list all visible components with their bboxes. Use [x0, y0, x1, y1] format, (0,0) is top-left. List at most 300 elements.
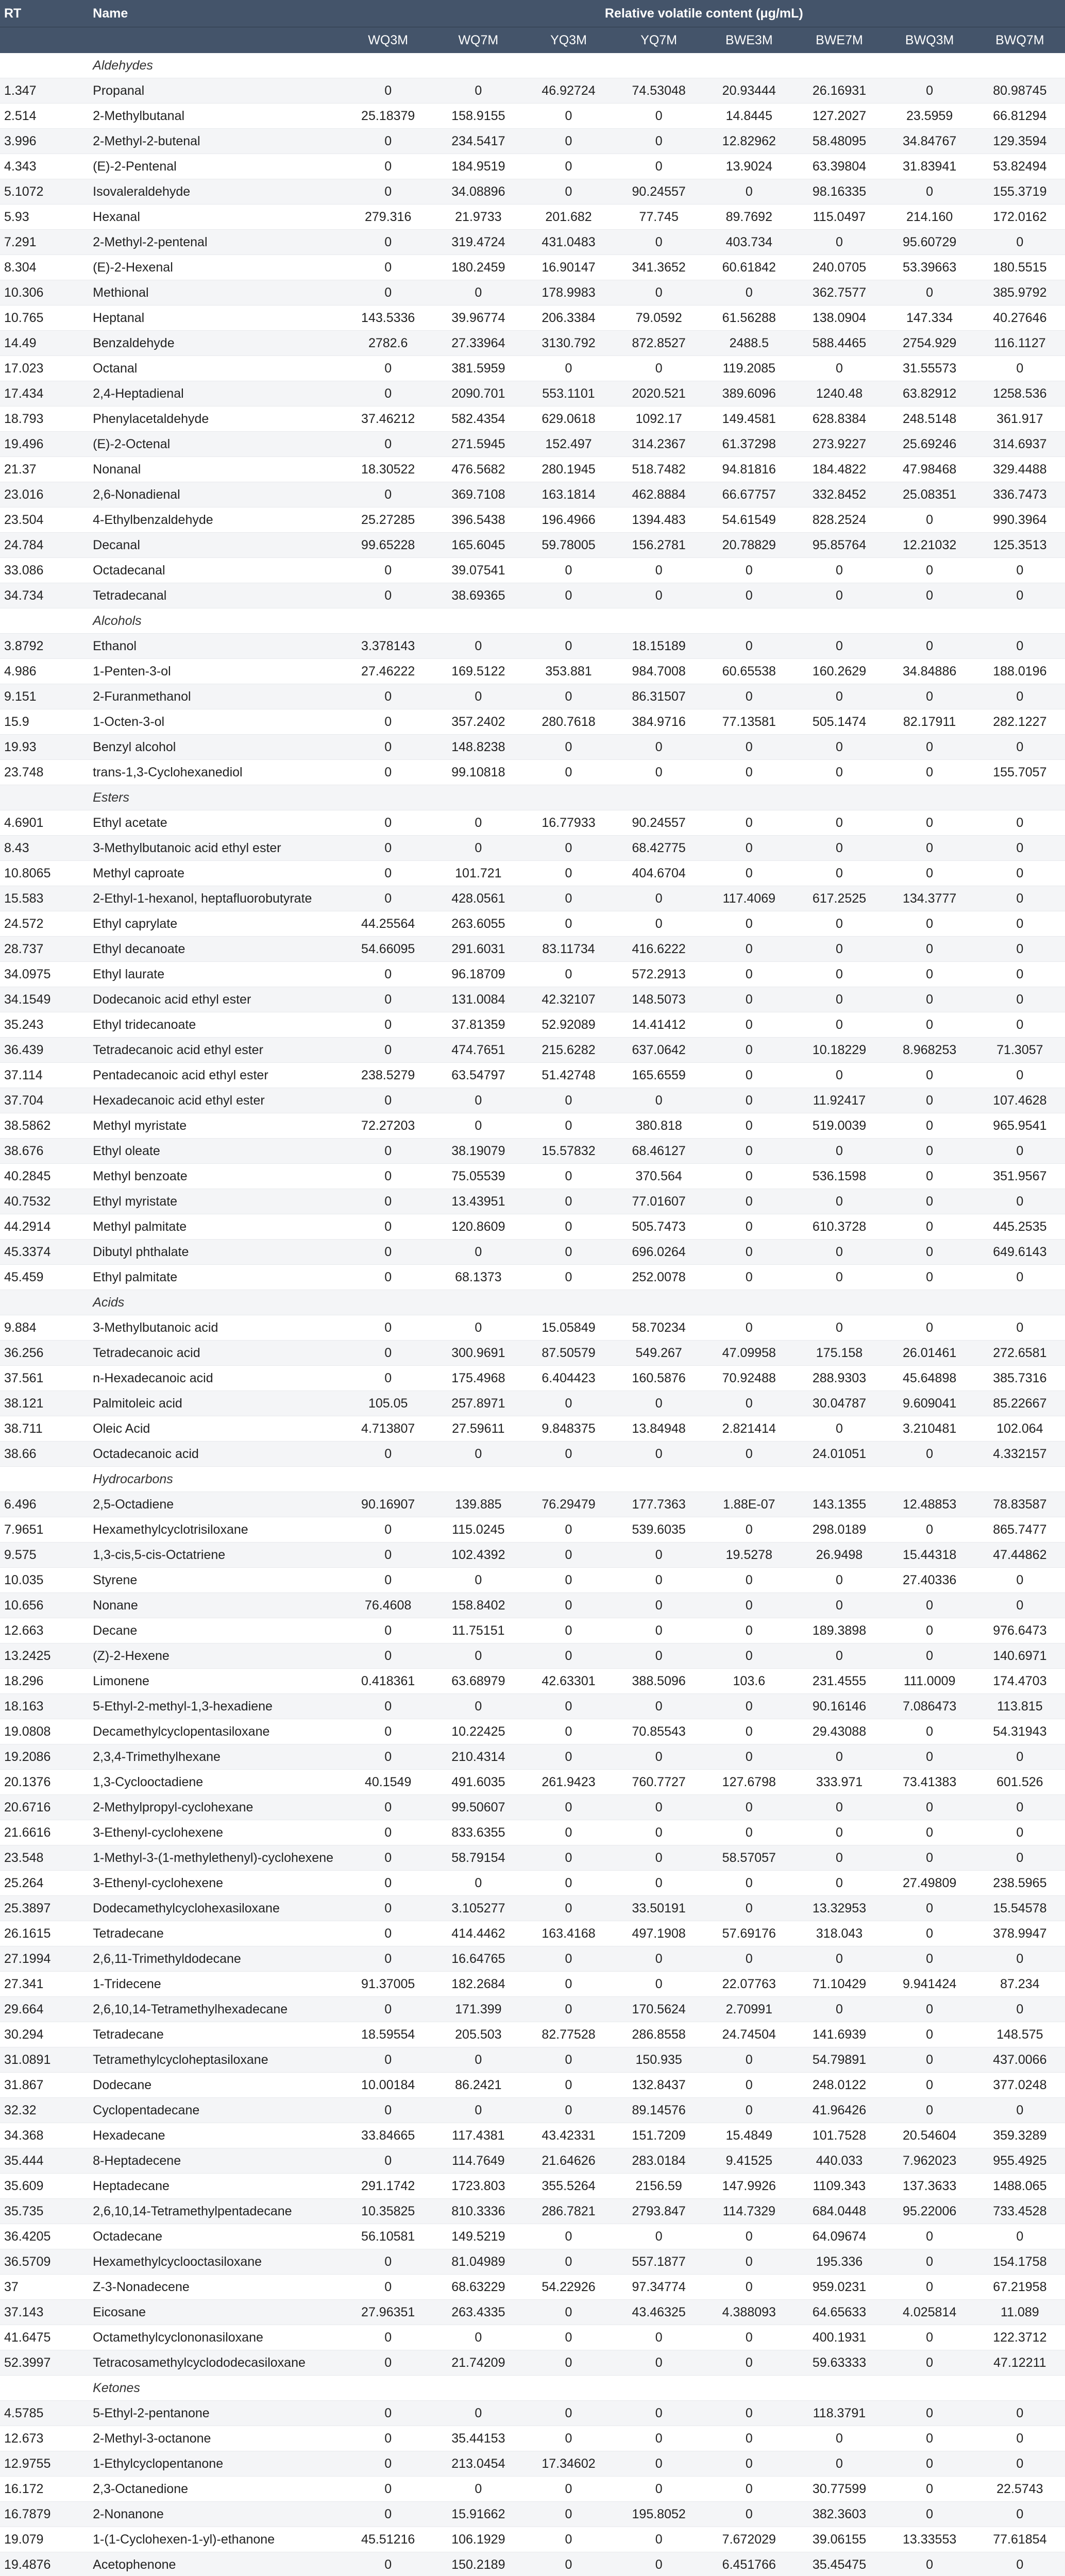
value-cell: 0 [343, 684, 433, 709]
table-row [0, 230, 1065, 255]
value-cell: 0 [343, 1189, 433, 1214]
value-cell: 152.497 [523, 432, 614, 457]
compound-name-cell: Tetradecanoic acid [89, 1341, 343, 1366]
compound-name-cell: Dibutyl phthalate [89, 1240, 343, 1265]
compound-name-cell: 2,6,10,14-Tetramethylhexadecane [89, 1997, 343, 2022]
value-cell: 0 [614, 1391, 704, 1416]
table-row [0, 2148, 1065, 2174]
category-label: Alcohols [89, 608, 1065, 634]
compound-name-cell: 1,3-Cyclooctadiene [89, 1770, 343, 1795]
value-cell: 63.82912 [885, 381, 975, 406]
table-row [0, 1164, 1065, 1189]
value-cell: 25.08351 [885, 482, 975, 507]
value-cell: 0 [704, 2325, 794, 2350]
value-cell: 13.33553 [885, 2527, 975, 2552]
value-cell: 240.0705 [794, 255, 884, 280]
value-cell: 0 [885, 1593, 975, 1618]
value-cell: 0 [343, 2426, 433, 2451]
value-cell: 2488.5 [704, 331, 794, 356]
value-cell: 0 [975, 2502, 1065, 2527]
value-cell: 34.08896 [433, 179, 523, 205]
value-cell: 0 [523, 1442, 614, 1467]
value-cell: 0 [614, 1442, 704, 1467]
value-cell: 0 [704, 1618, 794, 1643]
value-cell: 273.9227 [794, 432, 884, 457]
value-cell: 82.77528 [523, 2022, 614, 2047]
value-cell: 0 [704, 2047, 794, 2073]
rt-cell: 25.264 [0, 1871, 89, 1896]
value-cell: 91.37005 [343, 1972, 433, 1997]
value-cell: 10.22425 [433, 1719, 523, 1744]
value-cell: 0 [704, 2098, 794, 2123]
compound-name-cell: 2,6,11-Trimethyldodecane [89, 1946, 343, 1972]
value-cell: 649.6143 [975, 1240, 1065, 1265]
value-cell: 0 [523, 1214, 614, 1240]
rt-cell: 38.121 [0, 1391, 89, 1416]
value-cell: 0 [523, 356, 614, 381]
value-cell: 0 [343, 129, 433, 154]
compound-name-cell: Decamethylcyclopentasiloxane [89, 1719, 343, 1744]
value-cell: 0 [614, 280, 704, 306]
value-cell: 201.682 [523, 205, 614, 230]
value-cell: 0 [523, 179, 614, 205]
rt-cell: 33.086 [0, 558, 89, 583]
rt-cell: 17.434 [0, 381, 89, 406]
value-cell: 0 [343, 1694, 433, 1719]
category-row [0, 1290, 1065, 1315]
column-header: BWE3M [704, 27, 794, 54]
rt-cell: 12.673 [0, 2426, 89, 2451]
compound-name-cell: Oleic Acid [89, 1416, 343, 1442]
value-cell: 637.0642 [614, 1038, 704, 1063]
value-cell: 27.49809 [885, 1871, 975, 1896]
compound-name-cell: 1-Penten-3-ol [89, 659, 343, 684]
value-cell: 0 [614, 1946, 704, 1972]
value-cell: 0 [614, 1088, 704, 1113]
value-cell: 0 [975, 962, 1065, 987]
value-cell: 0 [885, 684, 975, 709]
value-cell: 127.2027 [794, 104, 884, 129]
value-cell: 214.160 [885, 205, 975, 230]
value-cell: 0 [704, 962, 794, 987]
value-cell: 7.962023 [885, 2148, 975, 2174]
table-row [0, 558, 1065, 583]
value-cell: 215.6282 [523, 1038, 614, 1063]
value-cell: 131.0084 [433, 987, 523, 1012]
value-cell: 60.61842 [704, 255, 794, 280]
table-row [0, 1063, 1065, 1088]
rt-cell: 23.748 [0, 760, 89, 785]
compound-name-cell: (E)-2-Octenal [89, 432, 343, 457]
value-cell: 0 [523, 583, 614, 608]
value-cell: 58.57057 [704, 1845, 794, 1871]
rt-cell: 7.291 [0, 230, 89, 255]
category-label: Aldehydes [89, 53, 1065, 78]
value-cell: 0 [975, 684, 1065, 709]
rt-cell: 45.459 [0, 1265, 89, 1290]
compound-name-cell: Nonanal [89, 457, 343, 482]
value-cell: 0 [975, 1795, 1065, 1820]
value-cell: 518.7482 [614, 457, 704, 482]
rt-cell: 27.1994 [0, 1946, 89, 1972]
compound-name-cell: Dodecane [89, 2073, 343, 2098]
value-cell: 0 [885, 2477, 975, 2502]
value-cell: 0 [975, 1744, 1065, 1770]
value-cell: 0 [794, 684, 884, 709]
value-cell: 61.37298 [704, 432, 794, 457]
value-cell: 0 [704, 911, 794, 937]
value-cell: 0 [523, 886, 614, 911]
value-cell: 0 [975, 1997, 1065, 2022]
value-cell: 45.64898 [885, 1366, 975, 1391]
value-cell: 54.66095 [343, 937, 433, 962]
value-cell: 140.6971 [975, 1643, 1065, 1669]
value-cell: 0 [794, 1795, 884, 1820]
value-cell: 0 [975, 230, 1065, 255]
value-cell: 70.92488 [704, 1366, 794, 1391]
value-cell: 0 [975, 861, 1065, 886]
value-cell: 106.1929 [433, 2527, 523, 2552]
value-cell: 94.81816 [704, 457, 794, 482]
value-cell: 474.7651 [433, 1038, 523, 1063]
value-cell: 184.9519 [433, 154, 523, 179]
compound-name-cell: Tetradecane [89, 2022, 343, 2047]
value-cell: 760.7727 [614, 1770, 704, 1795]
value-cell: 0 [794, 1416, 884, 1442]
value-cell: 90.16146 [794, 1694, 884, 1719]
value-cell: 329.4488 [975, 457, 1065, 482]
value-cell: 361.917 [975, 406, 1065, 432]
value-cell: 0 [523, 836, 614, 861]
value-cell: 0 [704, 836, 794, 861]
value-cell: 0 [975, 2552, 1065, 2576]
value-cell: 0 [433, 1315, 523, 1341]
value-cell: 9.41525 [704, 2148, 794, 2174]
column-header: BWE7M [794, 27, 884, 54]
value-cell: 279.316 [343, 205, 433, 230]
value-cell: 74.53048 [614, 78, 704, 104]
value-cell: 0 [794, 230, 884, 255]
value-cell: 0 [343, 2552, 433, 2576]
value-cell: 0 [614, 1795, 704, 1820]
value-cell: 271.5945 [433, 432, 523, 457]
rt-cell: 30.294 [0, 2022, 89, 2047]
value-cell: 0 [885, 836, 975, 861]
value-cell: 431.0483 [523, 230, 614, 255]
value-cell: 13.84948 [614, 1416, 704, 1442]
value-cell: 0 [794, 1997, 884, 2022]
value-cell: 0 [523, 735, 614, 760]
compound-name-cell: Cyclopentadecane [89, 2098, 343, 2123]
value-cell: 9.609041 [885, 1391, 975, 1416]
rt-cell: 20.6716 [0, 1795, 89, 1820]
value-cell: 0 [704, 2249, 794, 2275]
value-cell: 0 [614, 1820, 704, 1845]
value-cell: 160.2629 [794, 659, 884, 684]
value-cell: 0 [885, 1820, 975, 1845]
value-cell: 0 [343, 1139, 433, 1164]
table-row [0, 684, 1065, 709]
value-cell: 357.2402 [433, 709, 523, 735]
value-cell: 0 [614, 2451, 704, 2477]
value-cell: 42.63301 [523, 1669, 614, 1694]
value-cell: 0 [343, 1871, 433, 1896]
rt-cell: 4.5785 [0, 2401, 89, 2426]
value-cell: 0 [523, 684, 614, 709]
value-cell: 27.96351 [343, 2300, 433, 2325]
table-row [0, 1593, 1065, 1618]
value-cell: 380.818 [614, 1113, 704, 1139]
value-cell: 0 [614, 735, 704, 760]
value-cell: 22.07763 [704, 1972, 794, 1997]
value-cell: 955.4925 [975, 2148, 1065, 2174]
compound-name-cell: Tetramethylcycloheptasiloxane [89, 2047, 343, 2073]
value-cell: 0 [614, 2552, 704, 2576]
value-cell: 2020.521 [614, 381, 704, 406]
value-cell: 0 [704, 1038, 794, 1063]
value-cell: 0 [704, 1719, 794, 1744]
value-cell: 0 [885, 735, 975, 760]
value-cell: 0 [523, 1997, 614, 2022]
compound-name-cell: 2-Methyl-2-butenal [89, 129, 343, 154]
compound-name-cell: 1-Ethylcyclopentanone [89, 2451, 343, 2477]
table-row [0, 1795, 1065, 1820]
value-cell: 101.721 [433, 861, 523, 886]
value-cell: 0 [885, 1795, 975, 1820]
value-cell: 0 [885, 179, 975, 205]
value-cell: 0 [433, 2401, 523, 2426]
value-cell: 137.3633 [885, 2174, 975, 2199]
rt-cell: 9.575 [0, 1543, 89, 1568]
value-cell: 86.31507 [614, 684, 704, 709]
value-cell: 87.234 [975, 1972, 1065, 1997]
value-cell: 684.0448 [794, 2199, 884, 2224]
value-cell: 114.7329 [704, 2199, 794, 2224]
rt-cell: 34.734 [0, 583, 89, 608]
compound-name-cell: Hexamethylcyclotrisiloxane [89, 1517, 343, 1543]
compound-name-cell: 2-Methyl-3-octanone [89, 2426, 343, 2451]
value-cell: 282.1227 [975, 709, 1065, 735]
value-cell: 75.05539 [433, 1164, 523, 1189]
table-row [0, 2527, 1065, 2552]
value-cell: 206.3384 [523, 306, 614, 331]
value-cell: 0 [704, 2224, 794, 2249]
compound-name-cell: Styrene [89, 1568, 343, 1593]
value-cell: 0 [433, 2325, 523, 2350]
compound-name-cell: Hexanal [89, 205, 343, 230]
value-cell: 617.2525 [794, 886, 884, 911]
value-cell: 13.43951 [433, 1189, 523, 1214]
value-cell: 0 [433, 2477, 523, 2502]
value-cell: 396.5438 [433, 507, 523, 533]
table-row [0, 1770, 1065, 1795]
table-row [0, 104, 1065, 129]
value-cell: 150.2189 [433, 2552, 523, 2576]
rt-cell: 36.256 [0, 1341, 89, 1366]
value-cell: 0 [614, 1543, 704, 1568]
rt-cell: 40.7532 [0, 1189, 89, 1214]
table-row [0, 306, 1065, 331]
compound-name-cell: Eicosane [89, 2300, 343, 2325]
compound-name-cell: Hexamethylcyclooctasiloxane [89, 2249, 343, 2275]
compound-name-cell: (Z)-2-Hexene [89, 1643, 343, 1669]
value-cell: 369.7108 [433, 482, 523, 507]
compound-name-cell: 2,3,4-Trimethylhexane [89, 1744, 343, 1770]
compound-name-cell: 1,3-cis,5-cis-Octatriene [89, 1543, 343, 1568]
value-cell: 248.0122 [794, 2073, 884, 2098]
table-row [0, 1643, 1065, 1669]
value-cell: 26.01461 [885, 1341, 975, 1366]
value-cell: 976.6473 [975, 1618, 1065, 1643]
compound-name-cell: 5-Ethyl-2-methyl-1,3-hexadiene [89, 1694, 343, 1719]
rt-cell: 4.986 [0, 659, 89, 684]
value-cell: 4.388093 [704, 2300, 794, 2325]
rt-cell: 25.3897 [0, 1896, 89, 1921]
value-cell: 0 [975, 1063, 1065, 1088]
value-cell: 400.1931 [794, 2325, 884, 2350]
value-cell: 0 [433, 78, 523, 104]
table-row [0, 634, 1065, 659]
value-cell: 588.4465 [794, 331, 884, 356]
value-cell: 416.6222 [614, 937, 704, 962]
value-cell: 0 [523, 1568, 614, 1593]
value-cell: 99.10818 [433, 760, 523, 785]
value-cell: 0 [794, 760, 884, 785]
value-cell: 125.3513 [975, 533, 1065, 558]
value-cell: 15.91662 [433, 2502, 523, 2527]
value-cell: 57.69176 [704, 1921, 794, 1946]
value-cell: 0 [343, 280, 433, 306]
table-row [0, 1618, 1065, 1643]
value-cell: 0 [614, 1972, 704, 1997]
value-cell: 0 [975, 1820, 1065, 1845]
value-cell: 148.5073 [614, 987, 704, 1012]
value-cell: 0 [433, 280, 523, 306]
value-cell: 0 [614, 2350, 704, 2376]
compound-name-cell: 2-Methyl-2-pentenal [89, 230, 343, 255]
table-row [0, 280, 1065, 306]
value-cell: 280.1945 [523, 457, 614, 482]
value-cell: 0 [975, 1845, 1065, 1871]
value-cell: 0 [343, 2047, 433, 2073]
value-cell: 0 [885, 1189, 975, 1214]
value-cell: 11.75151 [433, 1618, 523, 1643]
table-row [0, 1543, 1065, 1568]
compound-name-cell: Methyl myristate [89, 1113, 343, 1139]
value-cell: 0 [704, 1896, 794, 1921]
value-cell: 0 [885, 2224, 975, 2249]
value-cell: 0 [614, 1845, 704, 1871]
header-row-main [0, 0, 1065, 27]
value-cell: 138.0904 [794, 306, 884, 331]
value-cell: 149.5219 [433, 2224, 523, 2249]
value-cell: 115.0245 [433, 1517, 523, 1543]
column-header: YQ7M [614, 27, 704, 54]
value-cell: 359.3289 [975, 2123, 1065, 2148]
value-cell: 0 [343, 2502, 433, 2527]
value-cell: 127.6798 [704, 1770, 794, 1795]
value-cell: 147.9926 [704, 2174, 794, 2199]
compound-name-cell: 5-Ethyl-2-pentanone [89, 2401, 343, 2426]
value-cell: 11.089 [975, 2300, 1065, 2325]
value-cell: 59.63333 [794, 2350, 884, 2376]
value-cell: 0 [704, 1315, 794, 1341]
value-cell: 428.0561 [433, 886, 523, 911]
value-cell: 0 [885, 1618, 975, 1643]
value-cell: 71.10429 [794, 1972, 884, 1997]
value-cell: 0 [523, 2477, 614, 2502]
value-cell: 291.6031 [433, 937, 523, 962]
value-cell: 1240.48 [794, 381, 884, 406]
rt-cell: 37.143 [0, 2300, 89, 2325]
value-cell: 0 [433, 1871, 523, 1896]
value-cell: 143.1355 [794, 1492, 884, 1517]
category-label: Hydrocarbons [89, 1467, 1065, 1492]
value-cell: 0 [614, 1871, 704, 1896]
table-row [0, 533, 1065, 558]
value-cell: 156.2781 [614, 533, 704, 558]
compound-name-cell: 2-Methylbutanal [89, 104, 343, 129]
value-cell: 0 [704, 280, 794, 306]
value-cell: 154.1758 [975, 2249, 1065, 2275]
value-cell: 0 [794, 1871, 884, 1896]
table-row [0, 78, 1065, 104]
value-cell: 0 [343, 558, 433, 583]
value-cell: 53.82494 [975, 154, 1065, 179]
value-cell: 0 [794, 1744, 884, 1770]
value-cell: 0 [614, 1618, 704, 1643]
value-cell: 0 [614, 230, 704, 255]
value-cell: 0 [343, 356, 433, 381]
value-cell: 0 [975, 810, 1065, 836]
compound-name-cell: Propanal [89, 78, 343, 104]
value-cell: 341.3652 [614, 255, 704, 280]
value-cell: 0 [794, 1315, 884, 1341]
compound-name-cell: 2,6-Nonadienal [89, 482, 343, 507]
value-cell: 539.6035 [614, 1517, 704, 1543]
value-cell: 0 [704, 634, 794, 659]
value-cell: 0 [523, 1265, 614, 1290]
rt-cell: 38.711 [0, 1416, 89, 1442]
table-row [0, 2325, 1065, 2350]
table-row [0, 1568, 1065, 1593]
value-cell: 377.0248 [975, 2073, 1065, 2098]
table-row [0, 2073, 1065, 2098]
value-cell: 0 [885, 2098, 975, 2123]
value-cell: 0 [794, 987, 884, 1012]
value-cell: 0 [523, 1240, 614, 1265]
value-cell: 72.27203 [343, 1113, 433, 1139]
value-cell: 553.1101 [523, 381, 614, 406]
value-cell: 102.4392 [433, 1543, 523, 1568]
table-row [0, 1997, 1065, 2022]
table-row [0, 735, 1065, 760]
value-cell: 0 [343, 1921, 433, 1946]
value-cell: 0 [885, 1517, 975, 1543]
table-row [0, 2022, 1065, 2047]
value-cell: 129.3594 [975, 129, 1065, 154]
value-cell: 0 [343, 2350, 433, 2376]
value-cell: 195.8052 [614, 2502, 704, 2527]
value-cell: 0 [433, 1088, 523, 1113]
rt-cell: 34.0975 [0, 962, 89, 987]
value-cell: 378.9947 [975, 1921, 1065, 1946]
value-cell: 0 [433, 1240, 523, 1265]
value-cell: 0 [704, 1265, 794, 1290]
value-cell: 63.39804 [794, 154, 884, 179]
value-cell: 0 [523, 760, 614, 785]
value-cell: 0 [885, 937, 975, 962]
